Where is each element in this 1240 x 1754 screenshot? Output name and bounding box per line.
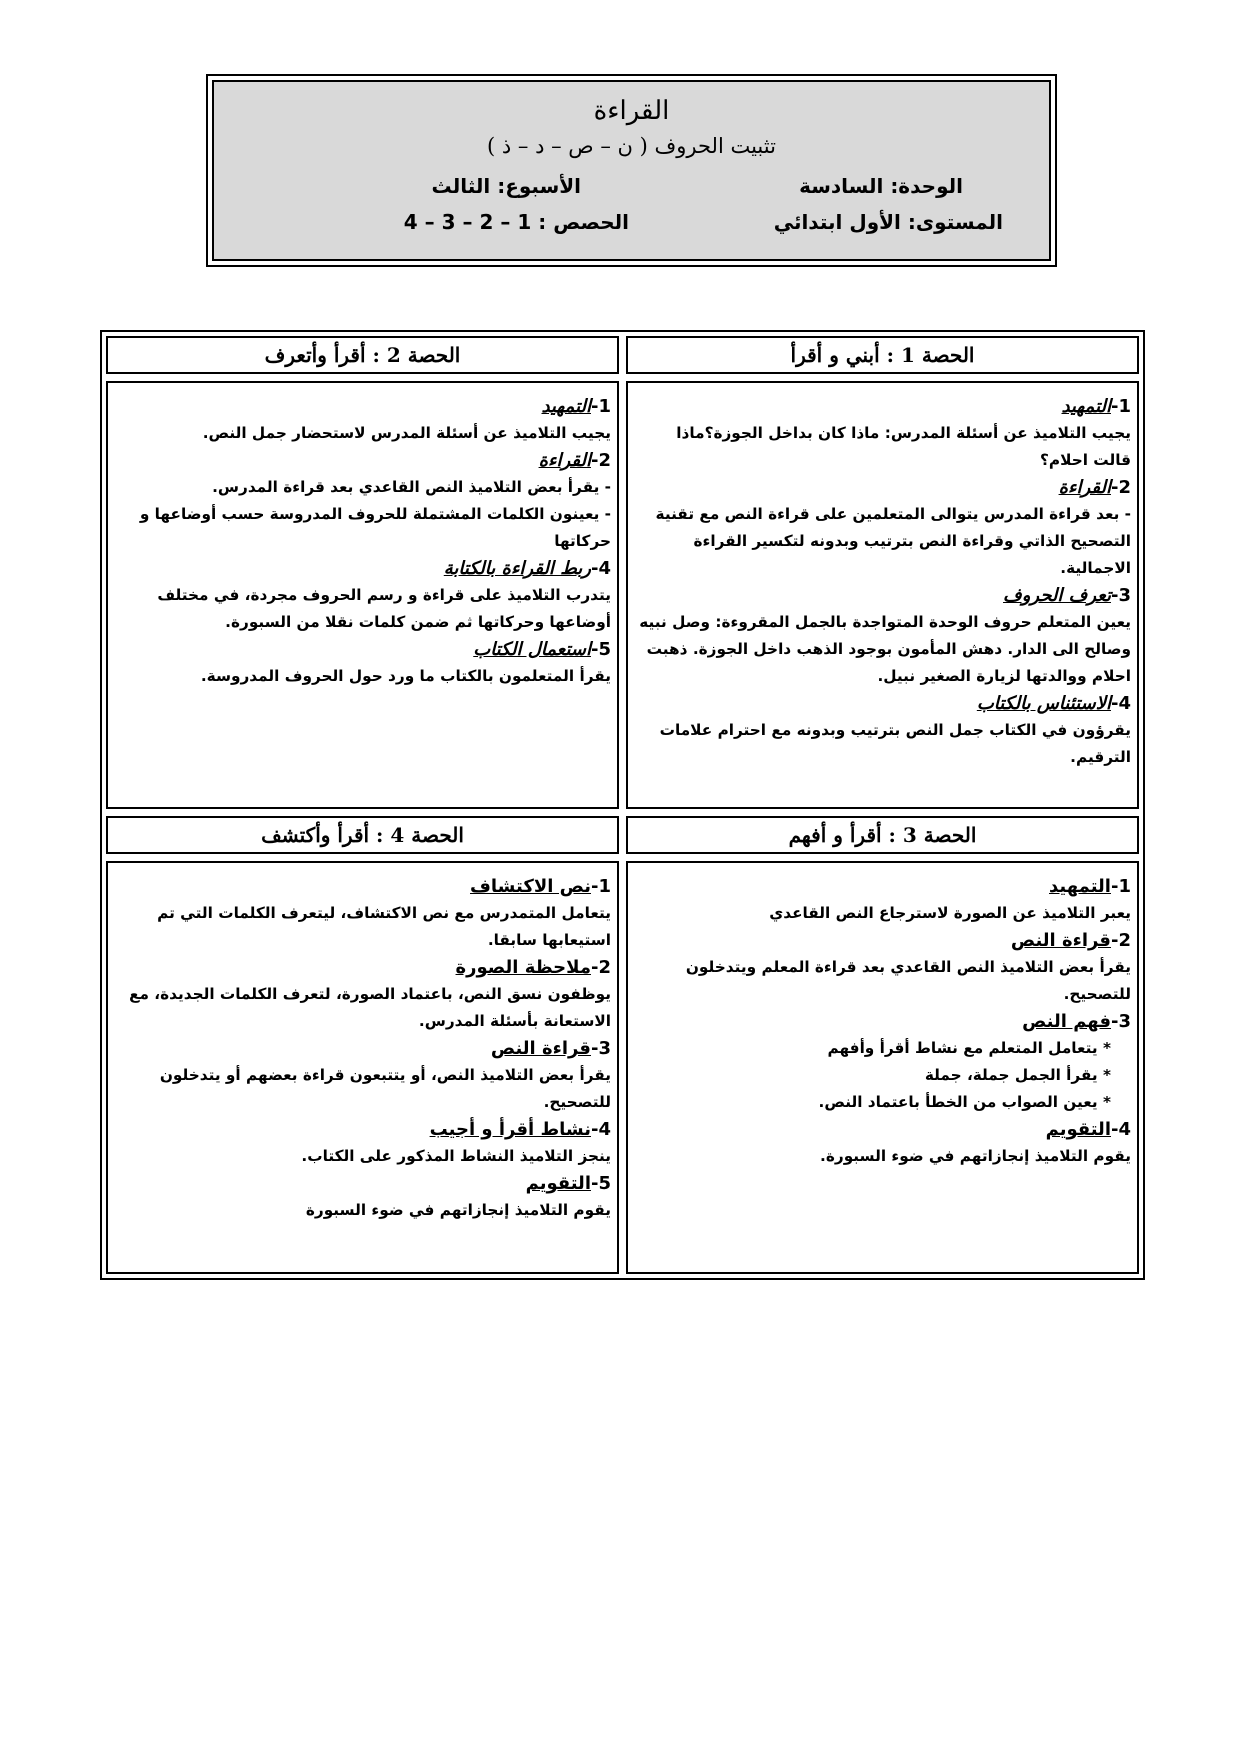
session-4-title: الحصة 4 : أقرأ وأكتشف	[106, 816, 619, 854]
step-heading: قراءة النص	[1010, 930, 1111, 951]
step-text: يتدرب التلاميذ على قراءة و رسم الحروف مجردة، في مختلف أوضاعها وحركاتها ثم ضمن كلمات نقلا من السبورة.	[157, 586, 611, 631]
session-4-content	[106, 861, 619, 1274]
step-title	[114, 1116, 611, 1143]
week-label: الأسبوع: الثالث	[431, 174, 581, 198]
step-heading: القراءة	[1058, 477, 1111, 498]
step-text: يقرأ بعض التلاميذ النص القاعدي بعد قراءة المعلم ويتدخلون للتصحيح.	[685, 958, 1131, 1003]
step-heading: نص الاكتشاف	[470, 876, 591, 897]
session-1-content	[626, 381, 1139, 809]
step-heading: القراءة	[538, 450, 591, 471]
step-number: 4-	[590, 558, 611, 579]
header-inner	[212, 80, 1051, 261]
sessions-table	[100, 330, 1145, 1280]
step-number: 4-	[590, 1119, 611, 1140]
step-title	[114, 954, 611, 981]
step-heading: ملاحظة الصورة	[455, 957, 591, 978]
step-text: يقوم التلاميذ إنجازاتهم في ضوء السبورة	[305, 1201, 611, 1219]
unit-label: الوحدة: السادسة	[799, 174, 963, 198]
step-heading: الاستئناس بالكتاب	[976, 693, 1111, 714]
bullet-item: * يعين الصواب من الخطأ باعتماد النص.	[818, 1093, 1111, 1111]
step-text: - بعد قراءة المدرس يتوالى المتعلمين على قراءة النص مع تقنية التصحيح الذاتي وقراءة النص بترتيب وبدونه لتكسير القراءة الاجمالية.	[655, 505, 1131, 577]
lesson-subtitle: تثبيت الحروف ( ن – ص – د – ذ )	[487, 134, 776, 158]
step-heading: استعمال الكتاب	[473, 639, 591, 660]
step-heading: نشاط أقرأ و أجيب	[429, 1119, 591, 1140]
step-text: يجيب التلاميذ عن أسئلة المدرس: ماذا كان بداخل الجوزة؟ماذا قالت احلام؟	[676, 424, 1131, 469]
step-number: 5-	[590, 639, 611, 660]
step-text: يعبر التلاميذ عن الصورة لاسترجاع النص القاعدي	[769, 904, 1131, 922]
step-heading: التمهيد	[1061, 396, 1111, 417]
step-text: يقرؤون في الكتاب جمل النص بترتيب وبدونه مع احترام علامات الترقيم.	[659, 721, 1131, 766]
step-title	[634, 393, 1131, 420]
step-text: يجيب التلاميذ عن أسئلة المدرس لاستحضار جمل النص.	[202, 424, 611, 442]
lesson-title: القراءة	[593, 96, 670, 126]
step-number: 5-	[590, 1173, 611, 1194]
step-number: 1-	[1110, 876, 1131, 897]
step-text: - يعينون الكلمات المشتملة للحروف المدروسة حسب أوضاعها و حركاتها	[139, 505, 611, 550]
step-number: 4-	[1110, 693, 1131, 714]
bullet-item: * يتعامل المتعلم مع نشاط أقرأ وأفهم	[827, 1039, 1111, 1057]
step-text: ينجز التلاميذ النشاط المذكور على الكتاب.	[301, 1147, 611, 1165]
step-number: 3-	[590, 1038, 611, 1059]
step-heading: ربط القراءة بالكتابة	[443, 558, 591, 579]
step-text: يعين المتعلم حروف الوحدة المتواجدة بالجمل المقروءة: وصل نبيه وصالح الى الدار. دهش المأمون بوجود الذهب داخل الجوزة. ذهبت احلام ووالدتها لزيارة الصغير نبيل.	[639, 613, 1131, 685]
step-title	[114, 393, 611, 420]
header-box	[206, 74, 1057, 267]
step-number: 3-	[1110, 585, 1131, 606]
step-number: 2-	[590, 450, 611, 471]
level-label: المستوى: الأول ابتدائي	[773, 210, 1003, 234]
step-text: يقرأ المتعلمون بالكتاب ما ورد حول الحروف المدروسة.	[200, 667, 611, 685]
step-number: 1-	[1110, 396, 1131, 417]
session-1-title: الحصة 1 : أبني و أقرأ	[626, 336, 1139, 374]
step-number: 1-	[590, 876, 611, 897]
step-text: يقرأ بعض التلاميذ النص، أو يتتبعون قراءة بعضهم أو يتدخلون للتصحيح.	[159, 1066, 611, 1111]
step-title	[634, 690, 1131, 717]
step-number: 3-	[1110, 1011, 1131, 1032]
session-3-content	[626, 861, 1139, 1274]
step-number: 2-	[590, 957, 611, 978]
session-3-title: الحصة 3 : أقرأ و أفهم	[626, 816, 1139, 854]
step-title	[634, 1008, 1131, 1035]
step-heading: التمهيد	[1049, 876, 1111, 897]
step-title	[114, 1170, 611, 1197]
step-number: 2-	[1110, 930, 1131, 951]
step-title	[114, 873, 611, 900]
step-title	[634, 873, 1131, 900]
step-title	[114, 636, 611, 663]
step-heading: قراءة النص	[490, 1038, 591, 1059]
step-title	[634, 582, 1131, 609]
step-text: يتعامل المتمدرس مع نص الاكتشاف، ليتعرف الكلمات التي تم استيعابها سابقا.	[157, 904, 611, 949]
step-title	[634, 474, 1131, 501]
step-title	[114, 1035, 611, 1062]
session-2-content	[106, 381, 619, 809]
session-2-title: الحصة 2 : أقرأ وأتعرف	[106, 336, 619, 374]
step-title	[634, 1116, 1131, 1143]
step-heading: التقويم	[525, 1173, 591, 1194]
step-number: 4-	[1110, 1119, 1131, 1140]
step-heading: التمهيد	[541, 396, 591, 417]
sessions-label: الحصص : 1 – 2 – 3 – 4	[403, 210, 629, 234]
step-number: 2-	[1110, 477, 1131, 498]
step-number: 1-	[590, 396, 611, 417]
step-title	[114, 555, 611, 582]
step-heading: التقويم	[1045, 1119, 1111, 1140]
step-text: يوظفون نسق النص، باعتماد الصورة، لتعرف الكلمات الجديدة، مع الاستعانة بأسئلة المدرس.	[129, 985, 611, 1030]
step-text: - يقرأ بعض التلاميذ النص القاعدي بعد قراءة المدرس.	[212, 478, 611, 496]
step-heading: تعرف الحروف	[1003, 585, 1111, 606]
step-heading: فهم النص	[1022, 1011, 1111, 1032]
step-text: يقوم التلاميذ إنجازاتهم في ضوء السبورة.	[820, 1147, 1131, 1165]
bullet-item: * يقرأ الجمل جملة، جملة	[924, 1066, 1111, 1084]
step-title	[634, 927, 1131, 954]
step-title	[114, 447, 611, 474]
